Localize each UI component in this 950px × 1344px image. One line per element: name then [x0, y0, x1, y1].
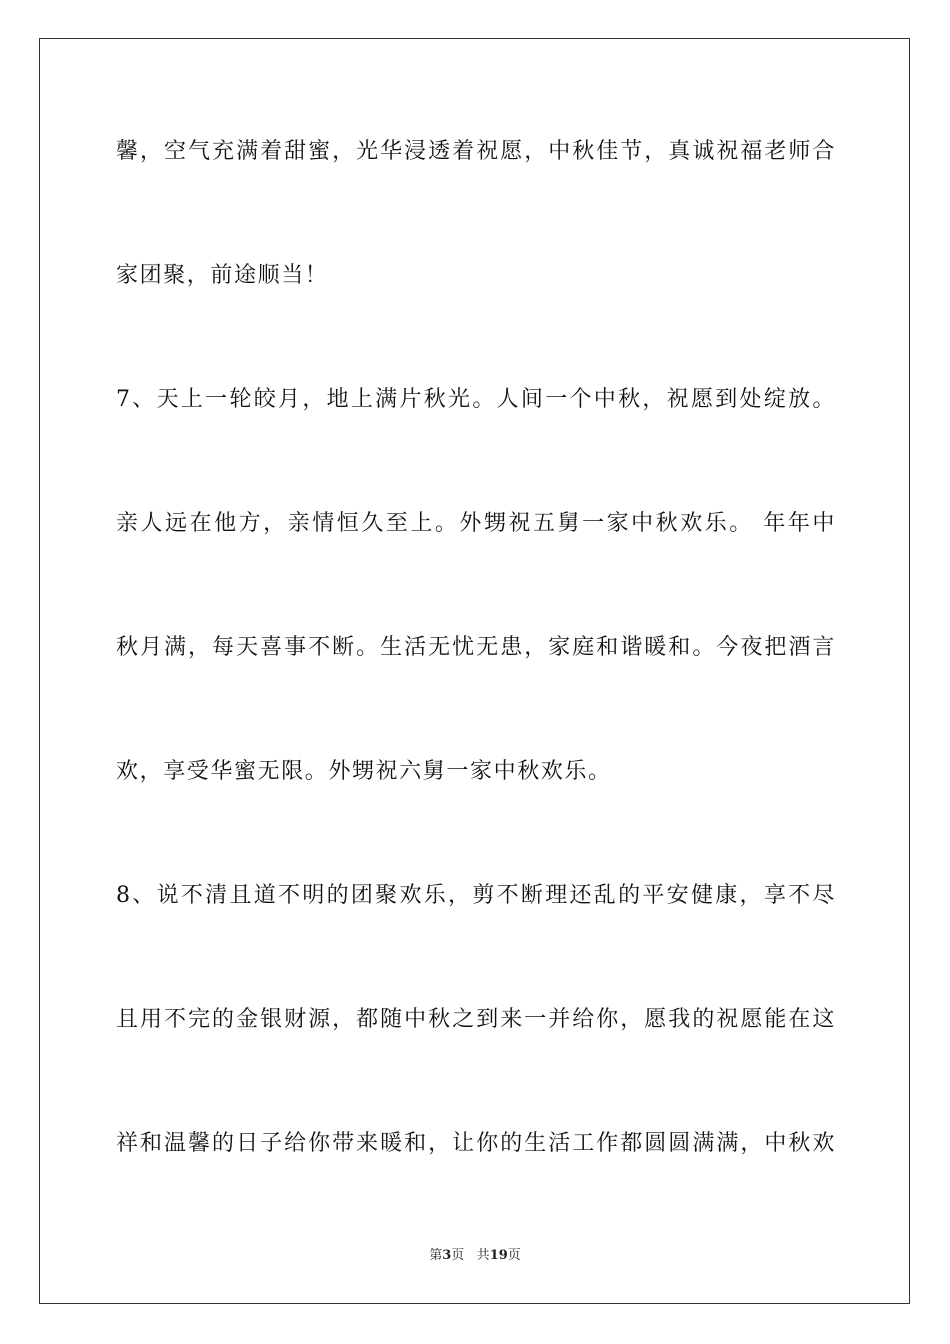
footer-page-suffix: 页	[451, 1248, 465, 1263]
footer-total-suffix: 页	[507, 1248, 521, 1263]
page-footer	[0, 1246, 950, 1266]
text-line-8: 且用不完的金银财源，都随中秋之到来一并给你，愿我的祝愿能在这	[116, 1007, 836, 1032]
text-line-5: 秋月满，每天喜事不断。生活无忧无患，家庭和谐暖和。今夜把酒言	[116, 635, 836, 660]
text-line-2: 家团聚，前途顺当！	[116, 263, 329, 288]
page-border	[39, 38, 910, 1304]
text-line-7: 8、说不清且道不明的团聚欢乐，剪不断理还乱的平安健康，享不尽	[116, 883, 836, 908]
footer-total-pages: 19	[489, 1248, 508, 1263]
text-line-1: 馨，空气充满着甜蜜，光华浸透着祝愿，中秋佳节，真诚祝福老师合	[116, 139, 836, 164]
text-line-6: 欢，享受华蜜无限。外甥祝六舅一家中秋欢乐。	[116, 759, 612, 784]
text-line-9: 祥和温馨的日子给你带来暖和，让你的生活工作都圆圆满满，中秋欢	[116, 1131, 836, 1156]
footer-page-number: 3	[442, 1248, 452, 1263]
footer-page-prefix: 第	[429, 1248, 443, 1263]
footer-total-prefix: 共	[476, 1248, 490, 1263]
text-line-4: 亲人远在他方，亲情恒久至上。外甥祝五舅一家中秋欢乐。 年年中	[116, 511, 836, 536]
text-line-3: 7、天上一轮皎月，地上满片秋光。人间一个中秋，祝愿到处绽放。	[116, 387, 836, 412]
